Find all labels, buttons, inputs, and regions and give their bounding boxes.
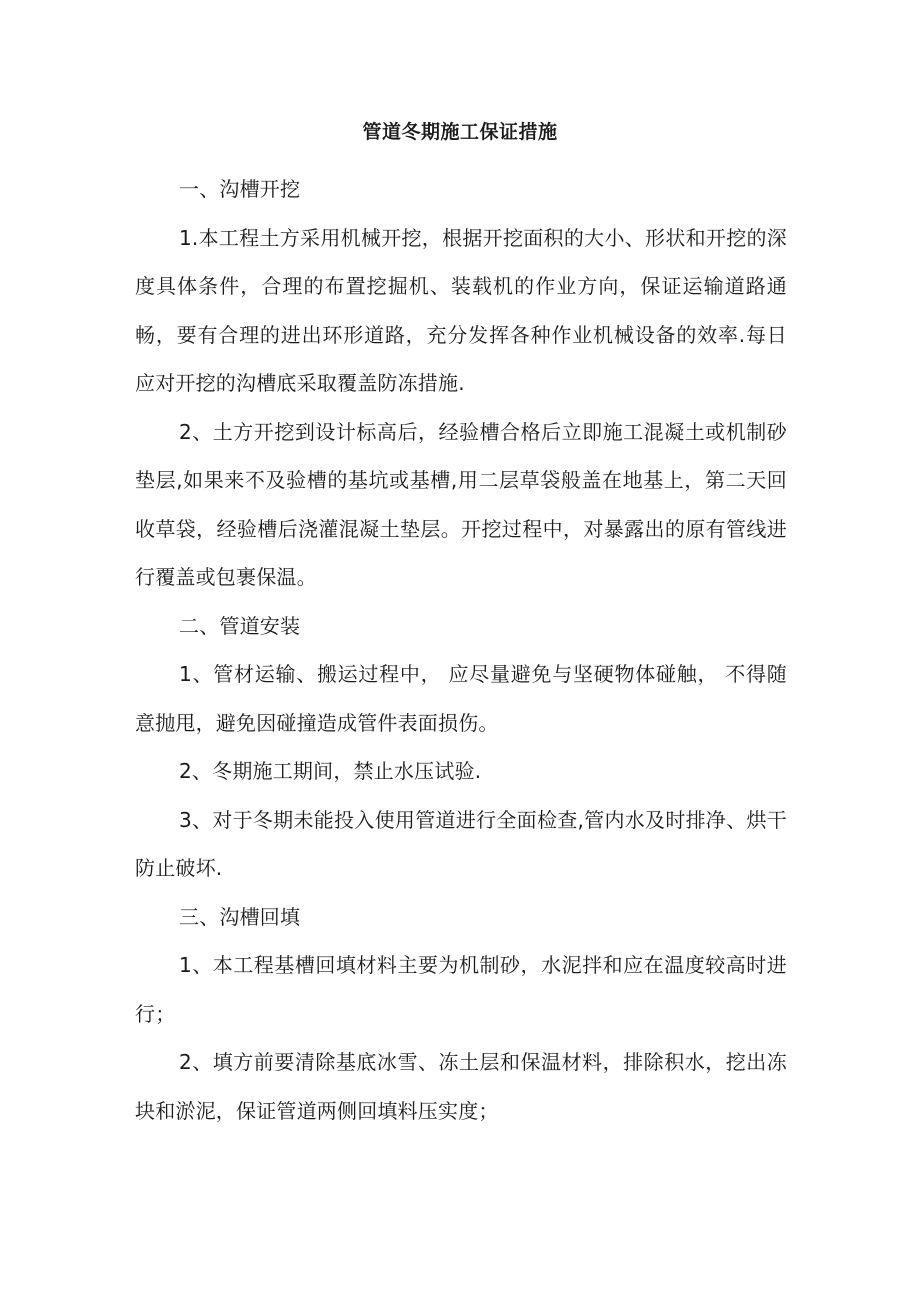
document-body (135, 165, 787, 1135)
paragraph: 2、填方前要清除基底冰雪、冻土层和保温材料，排除积水，挖出冻块和淤泥，保证管道两侧回填料压实度； (135, 1050, 787, 1123)
document-title: 管道冬期施工保证措施 (362, 121, 558, 143)
paragraph: 1、本工程基槽回填材料主要为机制砂，水泥拌和应在温度较高时进行； (135, 953, 787, 1026)
section-heading-3: 三、沟槽回填 (179, 904, 301, 929)
paragraph: 2、土方开挖到设计标高后，经验槽合格后立即施工混凝土或机制砂垫层,如果来不及验槽的基坑或基槽,用二层草袋般盖在地基上，第二天回收草袋，经验槽后浇灌混凝土垫层。开挖过程中，对暴露出的原有管线进行覆盖或包裹保温。 (135, 419, 787, 589)
paragraph: 2、冬期施工期间，禁止水压试验. (179, 759, 482, 783)
paragraph: 3、对于冬期未能投入使用管道进行全面检查,管内水及时排净、烘干防止破坏. (135, 807, 787, 880)
section-heading-1: 一、沟槽开挖 (179, 177, 301, 201)
paragraph: 1、管材运输、搬运过程中， 应尽量避免与坚硬物体碰触， 不得随意抛甩，避免因碰撞造成管件表面损伤。 (135, 662, 787, 735)
paragraph: 1.本工程土方采用机械开挖，根据开挖面积的大小、形状和开挖的深度具体条件，合理的布置挖掘机、装载机的作业方向，保证运输道路通畅，要有合理的进出环形道路，充分发挥各种作业机械设备的效率.每日应对开挖的沟槽底采取覆盖防冻措施. (135, 225, 787, 395)
section-heading-2: 二、管道安装 (179, 613, 301, 638)
